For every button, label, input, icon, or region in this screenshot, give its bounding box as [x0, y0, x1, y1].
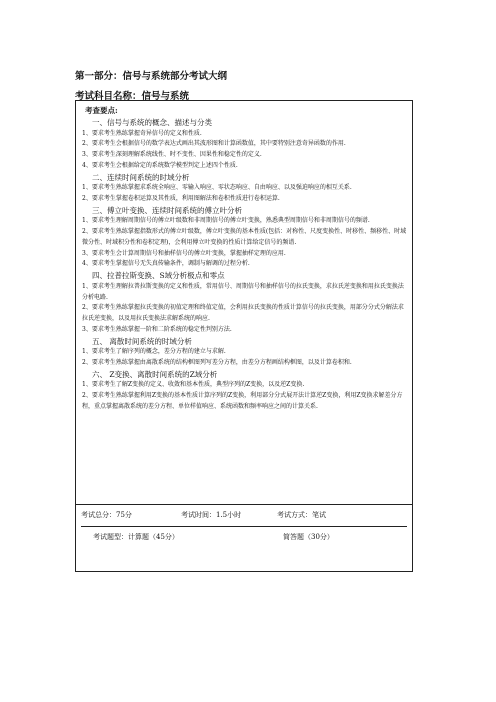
requirement-item: 3、要求考生会计算周期信号和抽样信号的傅立叶变换，掌握抽样定理的应用. — [82, 249, 286, 257]
exam-info-row-2 — [81, 532, 407, 548]
requirements-heading: 考查要点: — [85, 106, 118, 115]
requirement-item: 1、要求考生理解周期信号的傅立叶级数和非周期信号的傅立叶变换，熟悉典型周期信号和非周期信号的频谱. — [82, 217, 370, 225]
short-answer: 简答题（30分） — [283, 533, 334, 541]
requirement-item: 1、要求考生熟练掌握求系统全响应、零输入响应、零状态响应、自由响应、以及强迫响应的相互关系. — [82, 184, 352, 192]
requirement-item: 2、要求考生熟练掌握拉氏变换的初值定理和终值定值，会利用拉氏变换的性质计算信号的拉氏变换，用部分分式分解法求拉氏逆变换，以及用拉氏变换法求解系统的响应. — [82, 304, 404, 323]
exam-method: 考试方式：笔试 — [277, 511, 326, 519]
section-title: 六、 Z变换、离散时间系统的Z域分析 — [92, 369, 218, 379]
syllabus-table — [75, 100, 413, 572]
requirement-item: 2、要求考生熟练掌握指数形式的傅立叶级数，傅立叶变换的基本性质(包括：对称性、尺度变换性、时移性、频移性、时域微分性、时域积分性和卷积定理)，会利用傅立叶变换的性质计算给定信号的频谱. — [82, 228, 407, 246]
total-score: 考试总分：75分 — [81, 511, 132, 519]
part-title: 第一部分：信号与系统部分考试大纲 — [75, 71, 228, 82]
question-types: 考试题型：计算题（45分） — [93, 533, 179, 541]
sections-list — [82, 117, 407, 413]
requirement-item: 4、要求考生会根据给定的系统数学模型判定上述四个性质. — [82, 161, 238, 169]
requirement-item: 4、要求考生掌握信号无失真传输条件，调制与解调的过程分析. — [82, 260, 250, 268]
requirements-cell — [76, 101, 412, 505]
exam-info-row-1 — [81, 510, 407, 527]
requirement-item: 1、要求考生理解拉普拉斯变换的定义和性质，常用信号、周期信号和抽样信号的拉氏变换，求拉氏逆变换和用拉氏变换法分析电路. — [82, 282, 404, 301]
subject-title: 考试科目名称：信号与系统 — [75, 91, 190, 102]
requirement-item: 1、要求考生了解序列的概念，差分方程的建立与求解. — [82, 348, 226, 356]
section-title: 四、拉普拉斯变换、S域分析极点和零点 — [92, 271, 225, 281]
requirement-item: 3、要求考生深刻理解系统线性、时不变性、因果性和稳定性的定义. — [82, 151, 262, 159]
exam-duration: 考试时间：1.5小时 — [181, 511, 242, 519]
requirement-item: 2、要求考生会根据信号的数学表达式画出其波形图和计算函数值，其中要特别注意奇异函数的作用. — [82, 140, 346, 148]
section-title: 五、 离散时间系统的时域分析 — [92, 336, 192, 346]
requirement-item: 2、要求考生熟练掌握由离散系统的结构框图列写差分方程，由差分方程画结构框图，以及计算卷积和. — [82, 359, 352, 367]
requirement-item: 1、要求考生熟练掌握奇异信号的定义和性质. — [82, 129, 202, 137]
requirement-item: 2、要求考生熟练掌握利用Z变换的基本性质计算序列的Z变换，利用部分分式展开法计算逆Z变换，利用Z变换求解差分方程，重点掌握离散系统的差分方程、单位样值响应、系统函数和频率响应之间的计算关系. — [82, 392, 403, 410]
section-title: 三、傅立叶变换、连续时间系统的傅立叶分析 — [92, 205, 242, 215]
section-title: 一、信号与系统的概念、描述与分类 — [92, 118, 212, 127]
requirement-item: 2、要求考生掌握卷积运算及其性质，利用图解法和卷积性质进行卷积运算. — [82, 194, 280, 202]
exam-info — [76, 505, 412, 571]
requirement-item: 3、要求考生熟练掌握一阶和二阶系统的稳定性判别方法. — [82, 325, 232, 333]
section-title: 二、连续时间系统的时域分析 — [92, 172, 190, 182]
requirement-item: 1、要求考生了解Z变换的定义、收敛和基本性质，典型序列的Z变换，以及逆Z变换. — [82, 381, 305, 389]
